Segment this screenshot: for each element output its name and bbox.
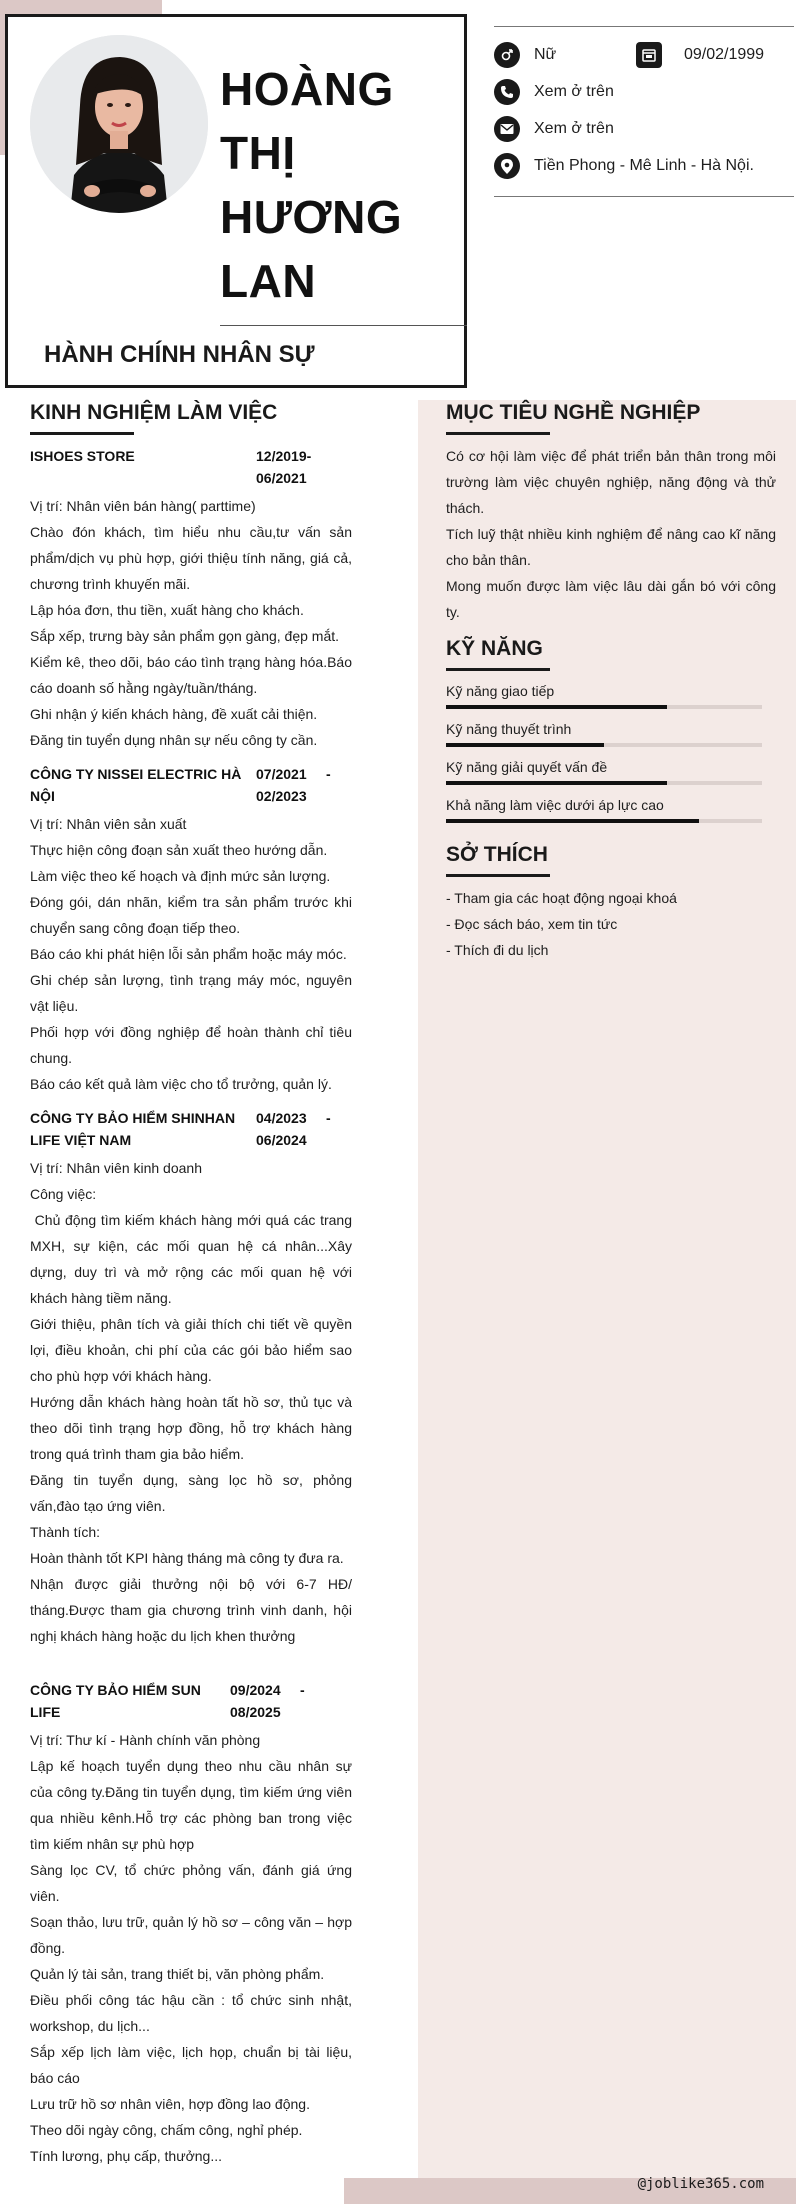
hobbies-title: SỞ THÍCH — [446, 843, 548, 866]
job-line: Sắp xếp lịch làm việc, lịch họp, chuẩn bị tài liệu, báo cáo — [30, 2044, 352, 2086]
skill-item — [446, 757, 776, 785]
hobby-item: - Thích đi du lịch — [446, 942, 549, 958]
job-header — [30, 1107, 352, 1151]
header-divider — [220, 325, 467, 326]
skill-label: Kỹ năng giao tiếp — [446, 683, 555, 699]
job-line: Soạn thảo, lưu trữ, quản lý hồ sơ – công văn – hợp đồng. — [30, 1914, 352, 1956]
location-pin-icon — [494, 153, 520, 179]
skills-list — [446, 681, 776, 823]
objective-title-underline — [446, 432, 550, 435]
phone-value: Xem ở trên — [534, 83, 614, 100]
gender-value: Nữ — [534, 46, 557, 63]
experience-title-underline — [30, 432, 134, 435]
job-line: Hoàn thành tốt KPI hàng tháng mà công ty đưa ra. — [30, 1550, 344, 1566]
contact-birthdate — [636, 42, 764, 68]
birthdate-value: 09/02/1999 — [684, 46, 765, 63]
skill-bar-track — [446, 705, 762, 709]
hobbies-section — [446, 842, 776, 963]
watermark: @joblike365.com — [637, 2176, 764, 2192]
name-line: HOÀNG — [220, 63, 394, 115]
job-line: Hướng dẫn khách hàng hoàn tất hồ sơ, thủ tục và theo dõi tình trạng hợp đồng, hỗ trợ khách hàng trong quá trình tham gia bảo hiểm. — [30, 1394, 352, 1462]
job-company: CÔNG TY BẢO HIỂM SUN LIFE — [30, 1682, 201, 1720]
job-line: Lập kế hoạch tuyển dụng theo nhu cầu nhân sự của công ty.Đăng tin tuyển dụng, tìm kiếm ứng viên qua nhiều kênh.Hỗ trợ các phòng ban trong việc tìm kiếm nhân sự phù hợp — [30, 1758, 352, 1852]
mail-icon — [494, 116, 520, 142]
skills-title-underline — [446, 668, 550, 671]
job-line: Báo cáo kết quả làm việc cho tổ trưởng, quản lý. — [30, 1076, 332, 1092]
email-value: Xem ở trên — [534, 120, 614, 137]
objective-line: Tích luỹ thật nhiều kinh nghiệm để nâng cao kĩ năng cho bản thân. — [446, 526, 776, 568]
job-line: Sắp xếp, trưng bày sản phẩm gọn gàng, đẹp mắt. — [30, 628, 340, 644]
skill-bar-track — [446, 819, 762, 823]
experience-section — [30, 400, 356, 2169]
job-line: Nhận được giải thưởng nội bộ với 6-7 HĐ/ tháng.Được tham gia chương trình vinh danh, hội nghị khách hàng hoặc du lịch khen thưởng — [30, 1576, 352, 1644]
job-line: Chủ động tìm kiếm khách hàng mới quá các trang MXH, sự kiện, các mối quan hệ cá nhân...Xây dựng, duy trì và mở rộng các mối quan hệ với khách hàng tiềm năng. — [30, 1212, 356, 1306]
job-line: Theo dõi ngày công, chấm công, nghỉ phép. — [30, 2122, 303, 2138]
job-entry — [30, 1107, 356, 1649]
job-dates: 04/2023 - 06/2024 — [256, 1110, 331, 1148]
job-line: Thành tích: — [30, 1524, 101, 1540]
skills-section — [446, 636, 776, 823]
job-line: Ghi nhận ý kiến khách hàng, đề xuất cải thiện. — [30, 706, 318, 722]
job-header — [30, 445, 352, 489]
job-line: Ghi chép sản lượng, tình trạng máy móc, nguyên vật liệu. — [30, 972, 352, 1014]
skill-item — [446, 795, 776, 823]
contact-phone — [494, 79, 614, 105]
contact-email — [494, 116, 614, 142]
job-company: CÔNG TY NISSEI ELECTRIC HÀ NỘI — [30, 766, 242, 804]
job-line: Sàng lọc CV, tổ chức phỏng vấn, đánh giá ứng viên. — [30, 1862, 352, 1904]
contact-divider-bottom — [494, 196, 794, 197]
skill-item — [446, 681, 776, 709]
job-line: Kiểm kê, theo dõi, báo cáo tình trạng hàng hóa.Báo cáo doanh số hằng ngày/tuần/tháng. — [30, 654, 352, 696]
job-line: Báo cáo khi phát hiện lỗi sản phẩm hoặc máy móc. — [30, 946, 347, 962]
skill-bar-fill — [446, 819, 699, 823]
job-line: Tính lương, phụ cấp, thưởng... — [30, 2148, 222, 2164]
job-line: Giới thiệu, phân tích và giải thích chi tiết về quyền lợi, điều khoản, chi phí của các gói bảo hiểm sao cho phù hợp với khách hàng. — [30, 1316, 352, 1384]
profile-photo-illustration — [30, 35, 208, 213]
skill-label: Khả năng làm việc dưới áp lực cao — [446, 797, 664, 813]
job-line: Đăng tin tuyển dụng nhân sự nếu công ty cần. — [30, 732, 318, 748]
name-line: THỊ — [220, 127, 296, 179]
objective-section — [446, 400, 776, 625]
job-line: Vị trí: Nhân viên bán hàng( parttime) — [30, 498, 256, 514]
skills-title: KỸ NĂNG — [446, 637, 543, 660]
job-line: Thực hiện công đoạn sản xuất theo hướng dẫn. — [30, 842, 328, 858]
job-dates: 09/2024 - 08/2025 — [230, 1682, 305, 1720]
job-company: ISHOES STORE — [30, 448, 135, 464]
job-dates: 12/2019- 06/2021 — [256, 448, 312, 486]
skill-bar-track — [446, 781, 762, 785]
objective-title: MỤC TIÊU NGHỀ NGHIỆP — [446, 401, 701, 424]
phone-icon — [494, 79, 520, 105]
contact-divider-top — [494, 26, 794, 27]
job-line: Đăng tin tuyển dụng, sàng lọc hồ sơ, phỏng vấn,đào tạo ứng viên. — [30, 1472, 352, 1514]
skill-bar-fill — [446, 781, 667, 785]
job-line: Điều phối công tác hậu cần : tổ chức sinh nhật, workshop, du lịch... — [30, 1992, 352, 2034]
job-line: Đóng gói, dán nhãn, kiểm tra sản phẩm trước khi chuyển sang công đoạn tiếp theo. — [30, 894, 352, 936]
contact-address — [494, 153, 754, 179]
experience-title: KINH NGHIỆM LÀM VIỆC — [30, 401, 278, 424]
full-name — [220, 57, 460, 313]
skill-item — [446, 719, 776, 747]
gender-icon — [494, 42, 520, 68]
job-header — [30, 1679, 352, 1723]
job-header — [30, 763, 352, 807]
job-dates: 07/2021 - 02/2023 — [256, 766, 331, 804]
job-entry — [30, 1679, 352, 2169]
hobby-item: - Tham gia các hoạt động ngoại khoá — [446, 890, 677, 906]
contact-gender — [494, 42, 556, 68]
job-line: Quản lý tài sản, trang thiết bị, văn phòng phẩm. — [30, 1966, 325, 1982]
address-value: Tiền Phong - Mê Linh - Hà Nội. — [534, 157, 754, 174]
job-entry — [30, 445, 352, 753]
skill-bar-fill — [446, 743, 604, 747]
skill-label: Kỹ năng giải quyết vấn đề — [446, 759, 608, 775]
profile-photo — [30, 35, 208, 213]
skill-bar-track — [446, 743, 762, 747]
name-line: LAN — [220, 255, 317, 307]
objective-line: Có cơ hội làm việc để phát triển bản thân trong môi trường làm việc chuyên nghiệp, năng động và thử thách. — [446, 448, 776, 516]
hobby-item: - Đọc sách báo, xem tin tức — [446, 916, 618, 932]
job-line: Vị trí: Thư kí - Hành chính văn phòng — [30, 1732, 261, 1748]
job-line: Lưu trữ hồ sơ nhân viên, hợp đồng lao động. — [30, 2096, 310, 2112]
job-line: Làm việc theo kế hoạch và định mức sản lượng. — [30, 868, 331, 884]
hobbies-title-underline — [446, 874, 550, 877]
job-line: Vị trí: Nhân viên kinh doanh — [30, 1160, 202, 1176]
header-card — [5, 14, 467, 388]
objective-line: Mong muốn được làm việc lâu dài gắn bó với công ty. — [446, 578, 776, 620]
job-line: Công việc: — [30, 1186, 97, 1202]
job-line: Lập hóa đơn, thu tiền, xuất hàng cho khách. — [30, 602, 304, 618]
job-line: Chào đón khách, tìm hiểu nhu cầu,tư vấn sản phẩm/dịch vụ phù hợp, giới thiệu tính năng, giá cả, chương trình khuyến mãi. — [30, 524, 352, 592]
job-line: Vị trí: Nhân viên sản xuất — [30, 816, 187, 832]
skill-bar-fill — [446, 705, 667, 709]
calendar-icon — [636, 42, 662, 68]
skill-label: Kỹ năng thuyết trình — [446, 721, 572, 737]
job-title: HÀNH CHÍNH NHÂN SỰ — [44, 341, 315, 368]
job-line: Phối hợp với đồng nghiệp để hoàn thành chỉ tiêu chung. — [30, 1024, 352, 1066]
job-company: CÔNG TY BẢO HIỂM SHINHAN LIFE VIỆT NAM — [30, 1110, 236, 1148]
name-line: HƯƠNG — [220, 191, 403, 243]
job-entry — [30, 763, 352, 1097]
